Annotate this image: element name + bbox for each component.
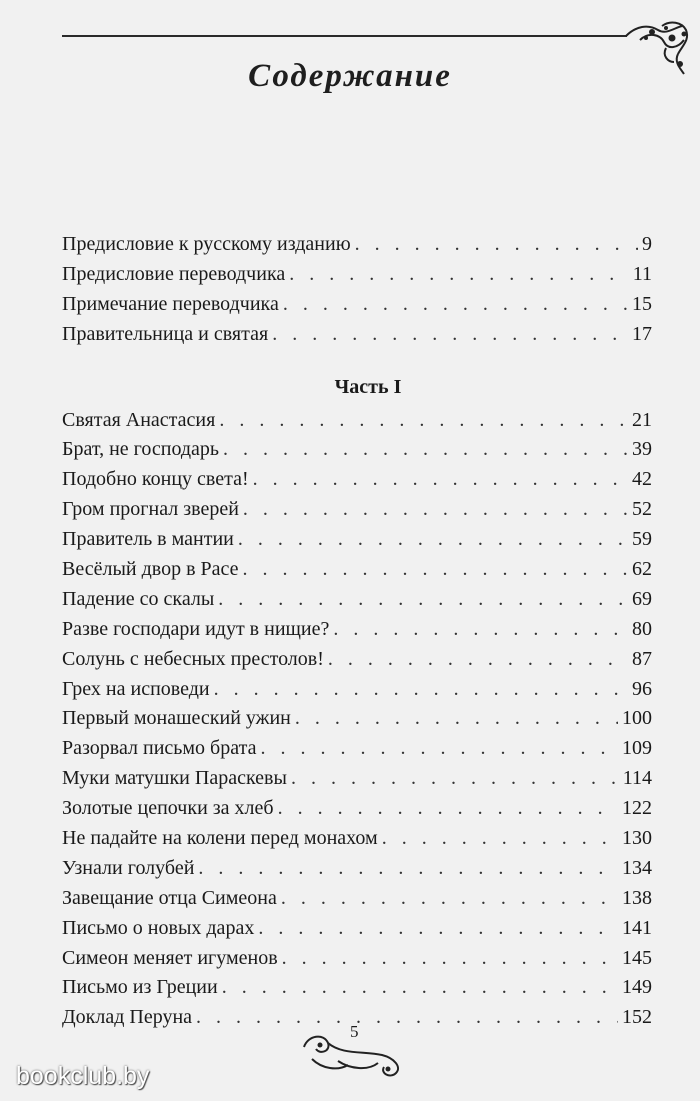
toc-entry-page: 96 [632, 677, 652, 700]
toc-entry-title: Не падайте на колени перед монахом [62, 827, 378, 850]
toc-entry[interactable] [62, 645, 652, 675]
toc-entry-title: Грех на исповеди [62, 677, 210, 700]
toc-entry-title: Солунь с небесных престолов! [62, 647, 324, 670]
toc-entry-title: Первый монашеский ужин [62, 707, 291, 730]
dot-leader [238, 525, 628, 555]
part-1-section [62, 406, 652, 1034]
toc-entry[interactable] [62, 704, 652, 734]
dot-leader [198, 854, 618, 884]
toc-entry-page: 134 [622, 856, 652, 879]
toc-entry[interactable] [62, 260, 652, 290]
dot-leader [243, 555, 628, 585]
toc-entry[interactable] [62, 794, 652, 824]
toc-entry[interactable] [62, 495, 652, 525]
toc-entry-title: Предисловие к русскому изданию [62, 233, 351, 255]
toc-entry-title: Правитель в мантии [62, 528, 234, 551]
toc-entry-title: Симеон меняет игуменов [62, 946, 278, 969]
dot-leader [282, 944, 618, 974]
toc-entry[interactable] [62, 465, 652, 495]
dot-leader [214, 675, 628, 705]
toc-entry-page: 11 [632, 262, 652, 285]
toc-entry-page: 141 [622, 916, 652, 939]
toc-entry[interactable] [62, 230, 652, 260]
toc-entry-page: 100 [622, 707, 652, 730]
toc-entry-page: 149 [622, 976, 652, 999]
toc-entry-page: 62 [632, 558, 652, 581]
toc-entry-page: 138 [622, 886, 652, 909]
toc-entry-title: Письмо о новых дарах [62, 916, 255, 939]
toc-entry-title: Святая Анастасия [62, 408, 216, 431]
toc-entry[interactable] [62, 675, 652, 705]
toc-entry[interactable] [62, 914, 652, 944]
toc-entry[interactable] [62, 764, 652, 794]
toc-entry-title: Завещание отца Симеона [62, 886, 277, 909]
toc-entry[interactable] [62, 973, 652, 1003]
dot-leader [328, 645, 628, 675]
toc-entry[interactable] [62, 525, 652, 555]
toc-entry-page: 52 [632, 498, 652, 521]
top-rule [62, 35, 627, 37]
toc-entry[interactable] [62, 585, 652, 615]
toc-entry[interactable] [62, 320, 652, 350]
dot-leader [260, 734, 618, 764]
table-of-contents [62, 230, 652, 1033]
dot-leader [291, 764, 619, 794]
toc-entry[interactable] [62, 824, 652, 854]
toc-entry-page: 114 [622, 767, 652, 790]
toc-entry-page: 21 [632, 408, 652, 431]
part-heading: Часть I [334, 375, 402, 398]
toc-entry-title: Весёлый двор в Расе [62, 558, 239, 581]
toc-entry-title: Примечание переводчика [62, 292, 279, 315]
toc-entry-title: Разорвал письмо брата [62, 737, 257, 760]
dot-leader [222, 973, 618, 1003]
toc-entry-title: Гром прогнал зверей [62, 498, 239, 521]
toc-entry-page: 69 [632, 587, 652, 610]
toc-entry[interactable] [62, 435, 652, 465]
toc-entry-title: Подобно концу света! [62, 468, 249, 491]
toc-entry[interactable] [62, 854, 652, 884]
toc-entry[interactable] [62, 406, 652, 436]
dot-leader [272, 320, 628, 350]
dot-leader [278, 794, 618, 824]
toc-entry-title: Муки матушки Параскевы [62, 767, 287, 790]
toc-entry-page: 80 [632, 617, 652, 640]
dot-leader [382, 824, 618, 854]
dot-leader [283, 290, 628, 320]
toc-entry-page: 42 [632, 468, 652, 491]
toc-entry-page: 59 [632, 528, 652, 551]
toc-entry-page: 39 [632, 438, 652, 461]
toc-entry[interactable] [62, 615, 652, 645]
toc-entry-page: 122 [622, 797, 652, 820]
dot-leader [295, 704, 618, 734]
toc-entry-title: Брат, не господарь [62, 438, 220, 461]
dot-leader [253, 465, 628, 495]
dot-leader [333, 615, 628, 645]
dot-leader [289, 260, 629, 290]
page-title: Содержание [248, 58, 452, 94]
dot-leader [355, 230, 638, 260]
toc-entry-page: 17 [632, 322, 652, 345]
toc-entry-title: Разве господари идут в нищие? [62, 617, 330, 640]
dot-leader [223, 435, 628, 465]
toc-entry-page: 130 [622, 827, 652, 850]
dot-leader [243, 495, 628, 525]
toc-entry-page: 87 [632, 647, 652, 670]
toc-entry-page: 145 [622, 946, 652, 969]
toc-entry-title: Доклад Перуна [62, 1006, 193, 1029]
toc-entry[interactable] [62, 944, 652, 974]
toc-entry-title: Золотые цепочки за хлеб [62, 797, 274, 820]
toc-entry-page: 152 [622, 1006, 652, 1029]
toc-entry-page: 9 [642, 233, 652, 255]
page-number: 5 [350, 1022, 359, 1041]
toc-entry-title: Предисловие переводчика [62, 262, 286, 285]
toc-entry-title: Узнали голубей [62, 856, 195, 879]
dot-leader [218, 585, 628, 615]
toc-entry-title: Правительница и святая [62, 322, 269, 345]
toc-entry[interactable] [62, 884, 652, 914]
toc-entry[interactable] [62, 734, 652, 764]
dot-leader [219, 406, 628, 436]
toc-entry-title: Письмо из Греции [62, 976, 218, 999]
toc-entry[interactable] [62, 555, 652, 585]
dot-leader [258, 914, 618, 944]
toc-entry-page: 109 [622, 737, 652, 760]
toc-entry-page: 15 [632, 292, 652, 315]
toc-entry[interactable] [62, 290, 652, 320]
dot-leader [281, 884, 618, 914]
front-matter-section [62, 230, 652, 350]
toc-entry-title: Падение со скалы [62, 587, 215, 610]
watermark-logo: bookclub.by [16, 1062, 150, 1090]
